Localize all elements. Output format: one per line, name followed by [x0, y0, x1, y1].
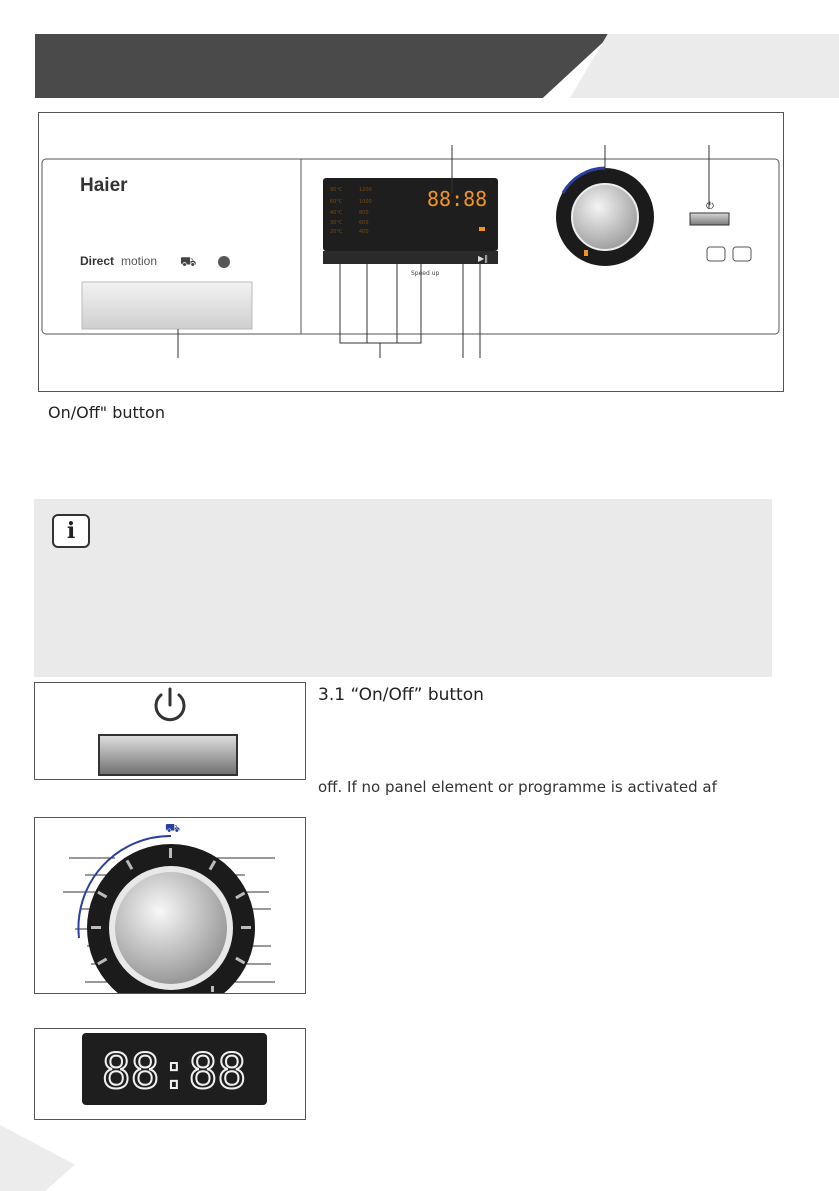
info-icon: i	[52, 514, 90, 548]
svg-text:40°C: 40°C	[330, 210, 343, 216]
on-off-button	[690, 213, 729, 225]
page-corner-tab	[0, 1125, 75, 1191]
svg-text:20°C: 20°C	[330, 229, 343, 235]
detergent-drawer	[82, 282, 252, 329]
anti-allergy-icon	[218, 256, 230, 268]
shirt-icon: ⛟	[180, 255, 197, 270]
play-pause-icon: ▶‖	[478, 254, 489, 263]
svg-text:1000: 1000	[359, 199, 372, 205]
display-drawing	[35, 1029, 305, 1119]
programme-knob	[572, 184, 638, 250]
on-off-button-figure	[34, 682, 306, 780]
control-panel-drawing	[39, 113, 783, 391]
display-figure	[34, 1028, 306, 1120]
speed-up-label: Speed up	[411, 270, 440, 277]
brand-logo: Haier	[80, 175, 128, 196]
programme-dial-figure	[34, 817, 306, 994]
svg-text:60°C: 60°C	[330, 199, 343, 205]
on-off-button-drawing	[35, 683, 305, 779]
figure-caption: On/Off" button	[48, 403, 165, 422]
svg-text:800: 800	[359, 210, 369, 216]
svg-text:1200: 1200	[359, 187, 372, 193]
direct-label: Direct	[80, 254, 115, 268]
chapter-header-tab	[570, 34, 839, 98]
svg-text:30°C: 30°C	[330, 220, 343, 226]
svg-text:600: 600	[359, 220, 369, 226]
shirt-icon: ⛟	[165, 821, 181, 835]
display-time: 88:88	[427, 187, 488, 211]
motion-label: motion	[121, 254, 158, 268]
svg-text:90°C: 90°C	[330, 187, 343, 193]
info-note	[34, 499, 772, 677]
section-body-text: off. If no panel element or programme is activated af	[318, 778, 717, 796]
svg-text:400: 400	[359, 229, 369, 235]
on-off-button	[99, 735, 237, 775]
chapter-header-bar	[35, 34, 612, 98]
section-title: 3.1 “On/Off” button	[318, 685, 484, 705]
programme-dial-drawing	[35, 818, 305, 993]
display-time: 88:88	[101, 1044, 247, 1100]
programme-knob	[115, 872, 227, 984]
power-icon	[156, 689, 184, 720]
control-panel-figure	[38, 112, 784, 392]
button-strip	[323, 251, 498, 264]
power-icon: ⏻	[706, 201, 714, 212]
